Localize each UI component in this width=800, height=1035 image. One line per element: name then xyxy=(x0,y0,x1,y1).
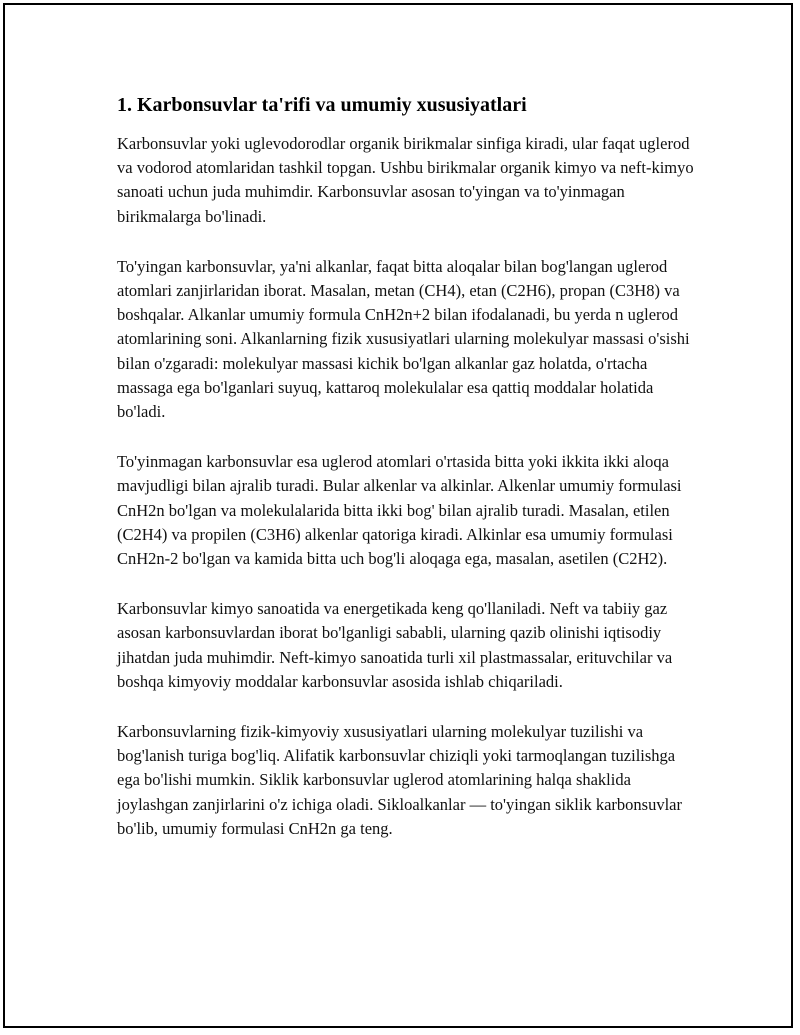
paragraph-physical-chemical-properties: Karbonsuvlarning fizik-kimyoviy xususiyatlari ularning molekulyar tuzilishi va bog'lanish turiga bog'liq. Alifatik karbonsuvlar chiziqli yoki tarmoqlangan tuzilishga ega bo'lishi mumkin. Siklik karbonsuvlar uglerod atomlarining halqa shaklida joylashgan zanjirlarini o'z ichiga oladi. Sikloalkanlar — to'yingan siklik karbonsuvlar bo'lib, umumiy formulasi CnH2n ga teng. xyxy=(117,722,682,838)
paragraph-unsaturated-hydrocarbons: To'yinmagan karbonsuvlar esa uglerod atomlari o'rtasida bitta yoki ikkita ikki aloqa mavjudligi bilan ajralib turadi. Bular alkenlar va alkinlar. Alkenlar umumiy formulasi CnH2n bo'lgan va molekulalarida bitta ikki bog' bilan ajralib turadi. Masalan, etilen (C2H4) va propilen (C3H6) alkenlar qatoriga kiradi. Alkinlar esa umumiy formulasi CnH2n-2 bo'lgan va kamida bitta uch bog'li aloqaga ega, masalan, asetilen (C2H2). xyxy=(117,452,682,569)
section-heading: 1. Karbonsuvlar ta'rifi va umumiy xususiyatlari xyxy=(117,94,527,116)
paragraph-definition: Karbonsuvlar yoki uglevodorodlar organik birikmalar sinfiga kiradi, ular faqat uglerod va vodorod atomlaridan tashkil topgan. Ushbu birikmalar organik kimyo va neft-kimyo sanoati uchun juda muhimdir. Karbonsuvlar asosan to'yingan va to'yinmagan birikmalarga bo'linadi. xyxy=(117,134,694,226)
paragraph-saturated-hydrocarbons: To'yingan karbonsuvlar, ya'ni alkanlar, faqat bitta aloqalar bilan bog'langan uglerod atomlari zanjirlaridan iborat. Masalan, metan (CH4), etan (C2H6), propan (C3H8) va boshqalar. Alkanlar umumiy formula CnH2n+2 bilan ifodalanadi, bu yerda n uglerod atomlarining soni. Alkanlarning fizik xususiyatlari ularning molekulyar massasi o'sishi bilan o'zgaradi: molekulyar massasi kichik bo'lgan alkanlar gaz holatda, o'rtacha massaga ega bo'lganlari suyuq, kattaroq molekulalar esa qattiq moddalar holatida bo'ladi. xyxy=(117,256,690,422)
document-content xyxy=(117,92,697,867)
paragraph-industrial-uses: Karbonsuvlar kimyo sanoatida va energetikada keng qo'llaniladi. Neft va tabiiy gaz asosan karbonsuvlardan iborat bo'lganligi sababli, ularning qazib olinishi iqtisodiy jihatdan juda muhimdir. Neft-kimyo sanoatida turli xil plastmassalar, erituvchilar va boshqa kimyoviy moddalar karbonsuvlar asosida ishlab chiqariladi. xyxy=(117,599,673,691)
